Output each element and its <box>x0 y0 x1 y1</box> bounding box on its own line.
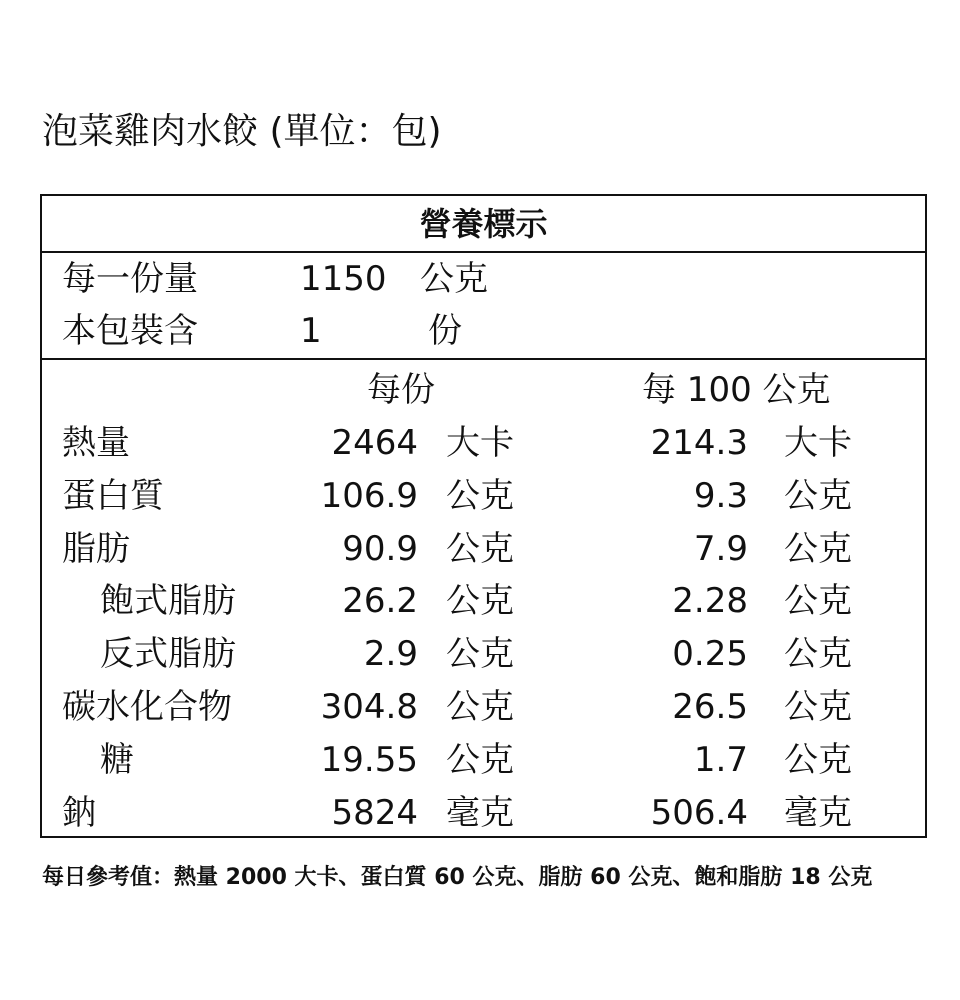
daily-reference-footnote: 每日參考值：熱量 2000 大卡、蛋白質 60 公克、脂肪 60 公克、飽和脂肪 18 公克 <box>42 865 873 890</box>
per-serving-value: 5824 <box>331 792 418 833</box>
nutrient-label: 飽式脂肪 <box>100 581 236 622</box>
per-100g-value: 1.7 <box>693 739 748 780</box>
nutrition-panel <box>40 194 927 838</box>
per-serving-unit: 公克 <box>446 581 514 622</box>
per-100g-value: 0.25 <box>672 634 748 675</box>
nutrient-label: 鈉 <box>62 792 96 833</box>
per-100g-value: 26.5 <box>672 687 748 727</box>
per-serving-value: 304.8 <box>320 687 418 727</box>
serving-size-value: 1150 <box>300 259 387 299</box>
per-serving-value: 90.9 <box>342 528 418 569</box>
per-serving-value: 19.55 <box>320 739 418 780</box>
per-100g-unit: 毫克 <box>784 792 852 833</box>
per-100g-value: 506.4 <box>650 792 748 833</box>
per-100g-unit: 公克 <box>784 581 852 622</box>
nutrient-label: 反式脂肪 <box>100 634 236 675</box>
per-serving-value: 2.9 <box>363 634 418 675</box>
per-100g-unit: 公克 <box>784 739 852 780</box>
per-serving-unit: 公克 <box>446 634 514 675</box>
nutrient-label: 熱量 <box>62 423 130 463</box>
column-header-per-serving: 每份 <box>367 370 435 410</box>
per-serving-unit: 公克 <box>446 687 514 727</box>
nutrient-label: 碳水化合物 <box>62 687 232 727</box>
nutrient-label: 蛋白質 <box>62 475 164 516</box>
per-100g-unit: 大卡 <box>784 423 852 463</box>
column-header-per-100g: 每 100 公克 <box>642 370 831 410</box>
per-100g-unit: 公克 <box>784 634 852 675</box>
servings-per-package-unit: 份 <box>428 311 462 351</box>
nutrient-label: 糖 <box>100 739 134 780</box>
per-serving-unit: 毫克 <box>446 792 514 833</box>
product-title: 泡菜雞肉水餃 (單位：包) <box>42 111 442 152</box>
per-serving-value: 2464 <box>331 423 418 463</box>
per-100g-unit: 公克 <box>784 528 852 569</box>
per-100g-unit: 公克 <box>784 687 852 727</box>
serving-size-label: 每一份量 <box>62 259 198 299</box>
serving-size-unit: 公克 <box>420 259 488 299</box>
per-100g-value: 9.3 <box>693 475 748 516</box>
panel-title: 營養標示 <box>42 196 925 253</box>
per-100g-value: 7.9 <box>693 528 748 569</box>
per-serving-value: 106.9 <box>320 475 418 516</box>
per-serving-unit: 公克 <box>446 528 514 569</box>
per-100g-value: 2.28 <box>672 581 748 622</box>
per-100g-unit: 公克 <box>784 475 852 516</box>
serving-section <box>42 253 925 360</box>
per-100g-value: 214.3 <box>650 423 748 463</box>
nutrient-section <box>42 360 925 838</box>
per-serving-value: 26.2 <box>342 581 418 622</box>
nutrient-label: 脂肪 <box>62 528 130 569</box>
per-serving-unit: 大卡 <box>446 423 514 463</box>
per-serving-unit: 公克 <box>446 739 514 780</box>
per-serving-unit: 公克 <box>446 475 514 516</box>
servings-per-package-value: 1 <box>300 311 322 351</box>
servings-per-package-label: 本包裝含 <box>62 311 198 351</box>
